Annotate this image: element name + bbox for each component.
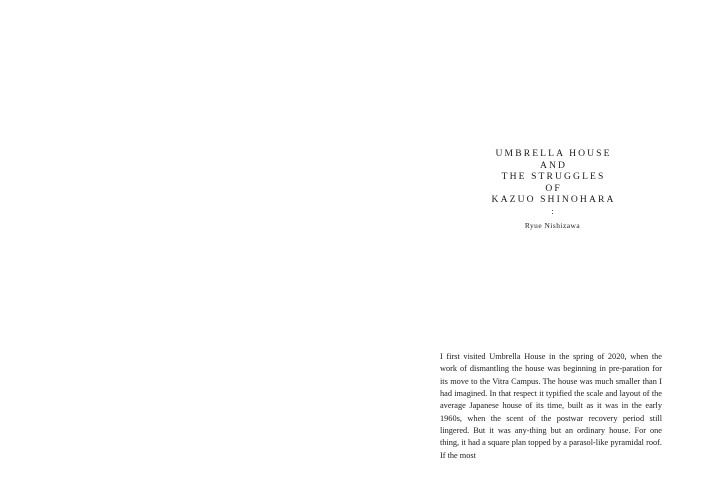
body-block (440, 351, 662, 462)
title-line-4: OF (545, 182, 562, 194)
title-separator: : (551, 206, 554, 216)
title-line-5: KAZUO SHINOHARA (491, 194, 616, 206)
title-line-3: THE STRUGGLES (501, 171, 606, 183)
body-paragraph: I first visited Umbrella House in the spring of 2020, when the work of dismantling the house was beginning in pre-paration for its move to the Vitra Campus. The house was much smaller than I had imagined. In that respect it typified the scale and layout of the average Japanese house of its time, built as it was in the early 1960s, when the scent of the postwar recovery period still lingered. But it was any-thing but an ordinary house. For one thing, it had a square plan topped by a parasol-like pyramidal roof. If the most (440, 352, 662, 460)
title-block (440, 148, 665, 230)
title-line-2: AND (540, 159, 568, 171)
page-text-column (440, 0, 665, 489)
title-line-1: UMBRELLA HOUSE (495, 148, 612, 159)
author-name: Ryue Nishizawa (524, 220, 581, 230)
